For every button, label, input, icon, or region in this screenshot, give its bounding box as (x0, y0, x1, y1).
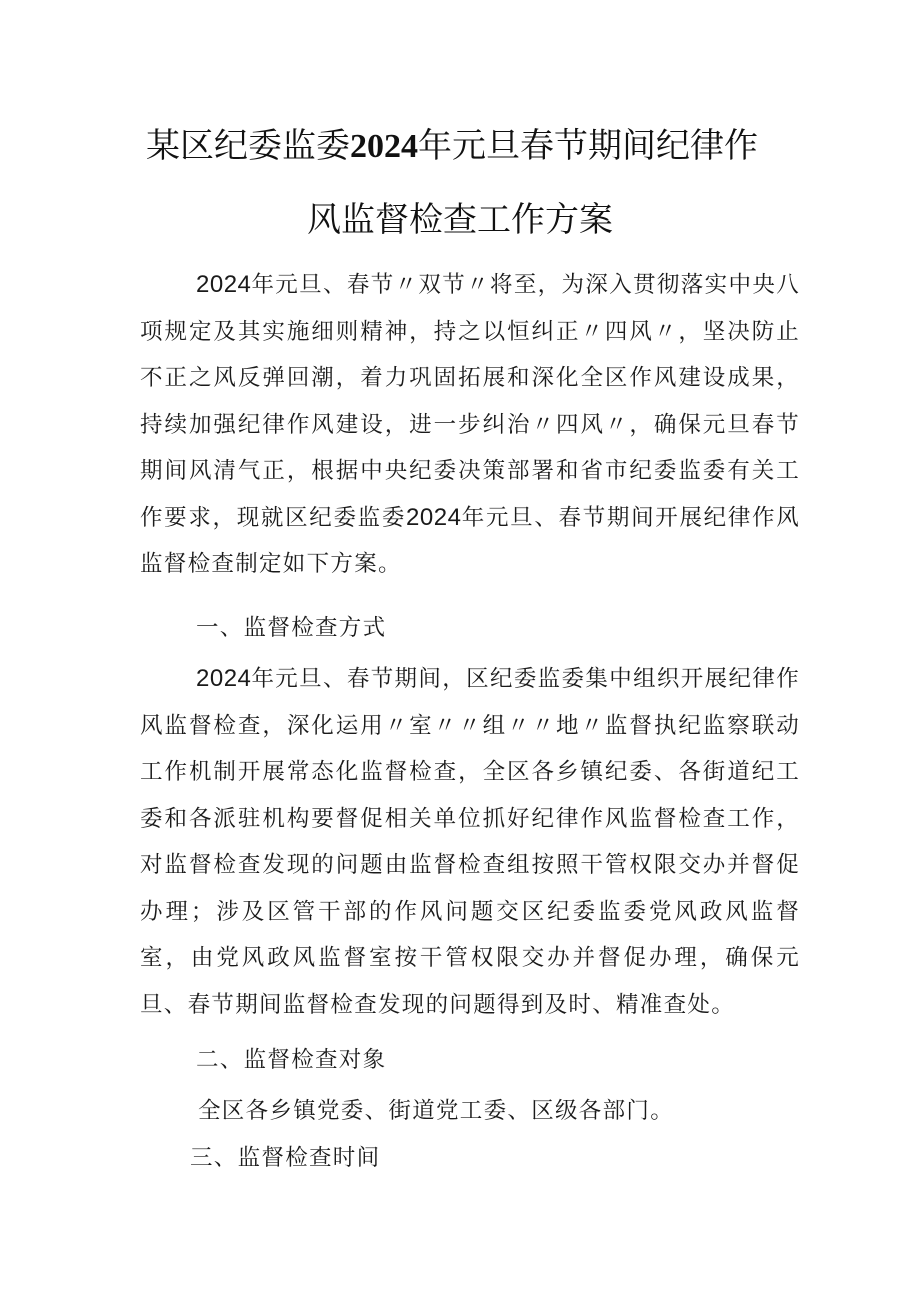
section-3-heading: 三、监督检查时间 (190, 1145, 381, 1171)
intro-paragraph (140, 262, 800, 588)
intro-paragraph-block (140, 262, 800, 588)
section-1-paragraph-block (140, 656, 800, 1028)
intro-year-2: 2024 (406, 503, 462, 531)
title-part-b: 年元旦春节期间纪律作 (418, 126, 758, 166)
intro-year: 2024 (196, 271, 252, 298)
section-2-text: 全区各乡镇党委、街道党工委、区级各部门。 (198, 1098, 675, 1124)
section-1-paragraph (140, 656, 800, 1028)
section-1-year: 2024 (196, 665, 252, 692)
intro-text: 年元旦、春节〃双节〃将至，为深入贯彻落实中央八项规定及其实施细则精神，持之以恒纠正〃四风〃，坚决防止不正之风反弹回潮，着力巩固拓展和深化全区作风建设成果，持续加强纪律作风建设，进一步纠治〃四风〃，确保元旦春节期间风清气正，根据中央纪委决策部署和省市纪委监委有关工作要求，现就区纪委监委 (140, 272, 800, 531)
section-1-heading: 一、监督检查方式 (196, 615, 387, 641)
section-1-text: 年元旦、春节期间，区纪委监委集中组织开展纪律作风监督检查，深化运用〃室〃〃组〃〃地〃监督执纪监察联动工作机制开展常态化监督检查，全区各乡镇纪委、各街道纪工委和各派驻机构要督促相关单位抓好纪律作风监督检查工作，对监督检查发现的问题由监督检查组按照干管权限交办并督促办理；涉及区管干部的作风问题交区纪委监委党风政风监督室，由党风政风监督室按干管权限交办并督促办理，确保元旦、春节期间监督检查发现的问题得到及时、精准查处。 (140, 666, 800, 1018)
document-title-line-2: 风监督检查工作方案 (307, 200, 613, 240)
title-part-a: 某区纪委监委 (146, 126, 350, 166)
title-year: 2024 (350, 128, 418, 165)
document-title-line-1 (0, 126, 904, 167)
section-2-heading: 二、监督检查对象 (196, 1047, 387, 1073)
intro-text-2: 年元旦、春节期间开展纪律作风监督检查制定如下方案。 (140, 504, 800, 577)
